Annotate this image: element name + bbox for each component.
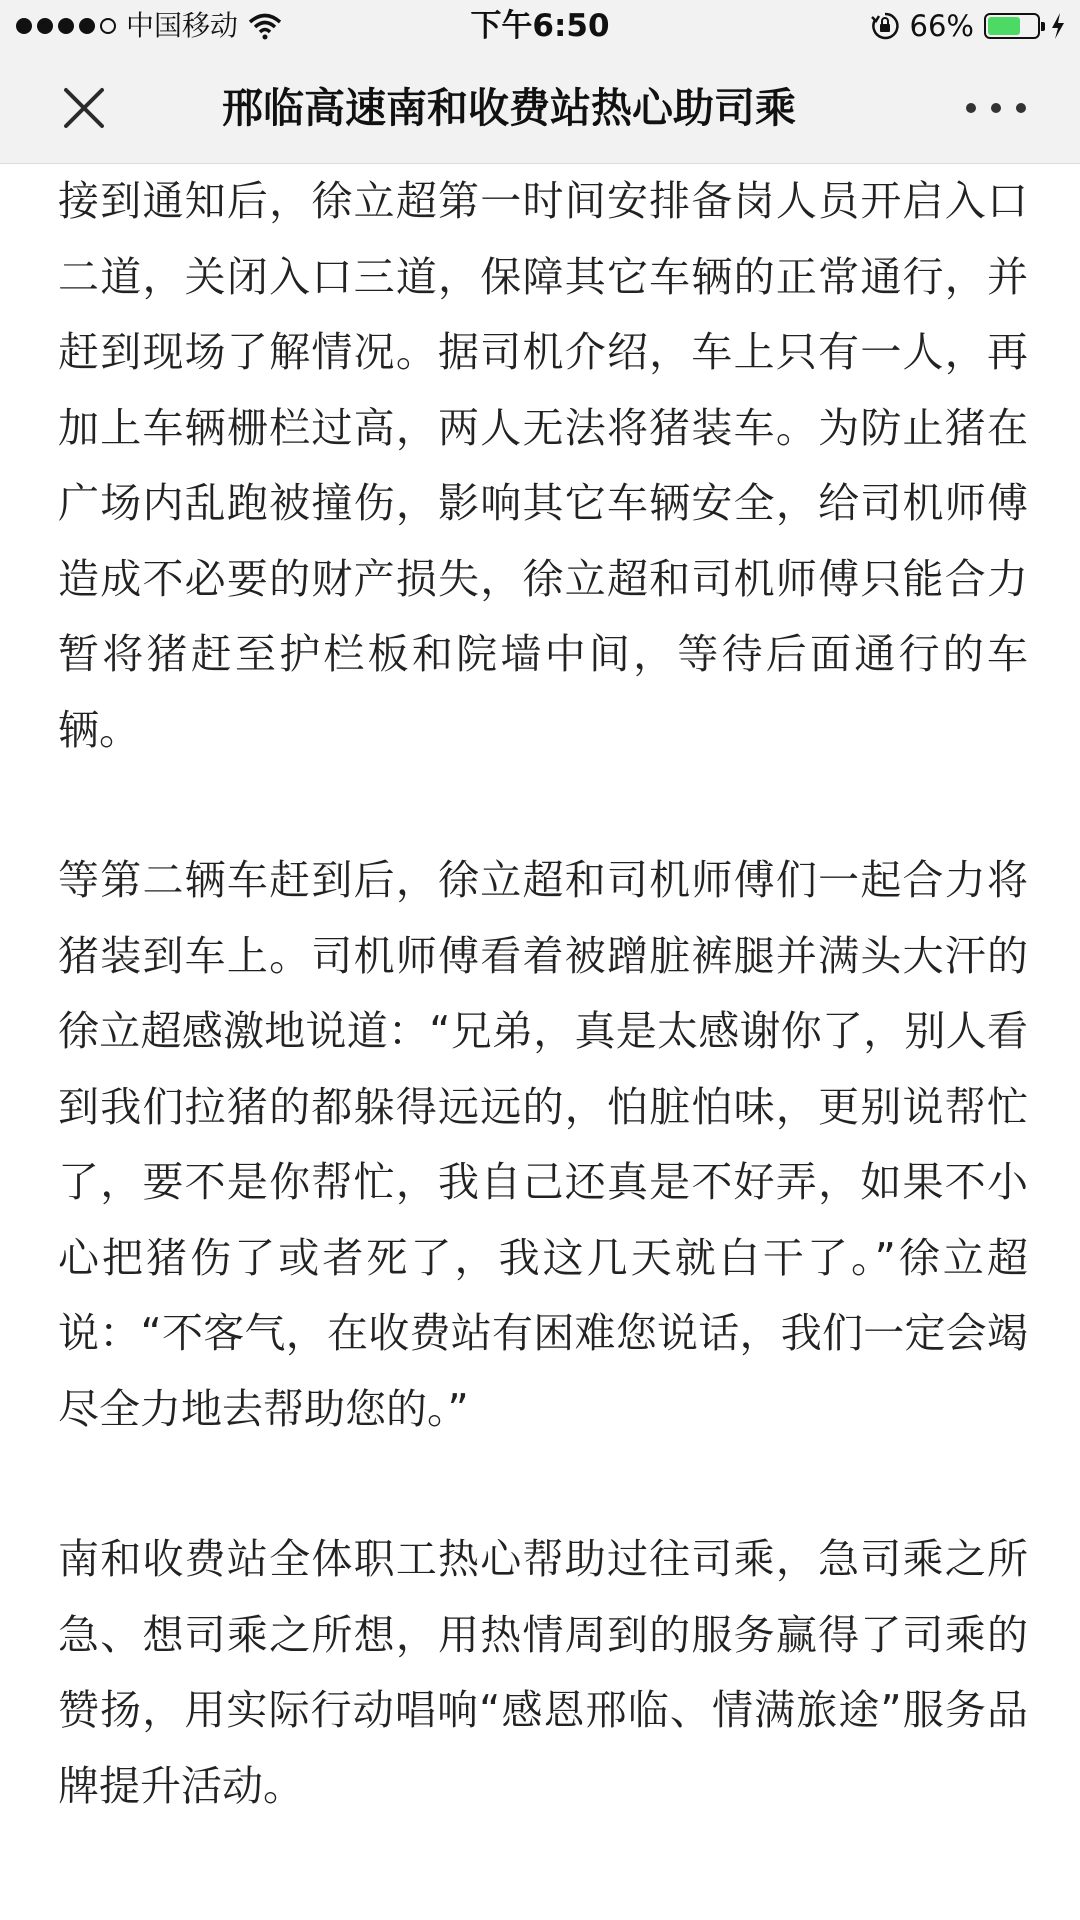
more-icon-dot [966,103,976,113]
article-paragraph: 南和收费站全体职工热心帮助过往司乘，急司乘之所急、想司乘之所想，用热情周到的服务赢得了司乘的赞扬，用实际行动唱响“感恩邢临、情满旅途”服务品牌提升活动。 [58,1535,1028,1810]
more-button[interactable] [966,88,1026,128]
battery-icon [984,13,1040,39]
orientation-lock-icon [870,11,900,41]
page-title: 邢临高速南和收费站热心助司乘 [222,84,796,132]
battery-percent: 66% [909,9,974,43]
charging-bolt-icon [1050,13,1066,39]
article-body [58,164,1028,1824]
carrier-label: 中国移动 [126,9,239,42]
article-paragraph: 等第二辆车赶到后，徐立超和司机师傅们一起合力将猪装到车上。司机师傅看着被蹭脏裤腿并满头大汗的徐立超感激地说道：“兄弟，真是太感谢你了，别人看到我们拉猪的都躲得远远的，怕脏怕味，更别说帮忙了，要不是你帮忙，我自己还真是不好弄，如果不小心把猪伤了或者死了，我这几天就白干了。”徐立超说：“不客气，在收费站有困难您说话，我们一定会竭尽全力地去帮助您的。” [58,856,1028,1433]
nav-bar [0,52,1080,164]
status-time: 下午6:50 [470,8,610,44]
more-icon-dot [1016,103,1026,113]
close-icon [58,82,110,134]
more-icon-dot [991,103,1001,113]
close-button[interactable] [58,82,110,134]
status-right [870,8,1066,44]
article-paragraph: 接到通知后，徐立超第一时间安排备岗人员开启入口二道，关闭入口三道，保障其它车辆的正常通行，并赶到现场了解情况。据司机介绍，车上只有一人，再加上车辆栅栏过高，两人无法将猪装车。为防止猪在广场内乱跑被撞伤，影响其它车辆安全，给司机师傅造成不必要的财产损失，徐立超和司机师傅只能合力暂将猪赶至护栏板和院墙中间，等待后面通行的车辆。 [58,177,1028,754]
battery-fill [988,17,1020,35]
status-bar [0,0,1080,52]
